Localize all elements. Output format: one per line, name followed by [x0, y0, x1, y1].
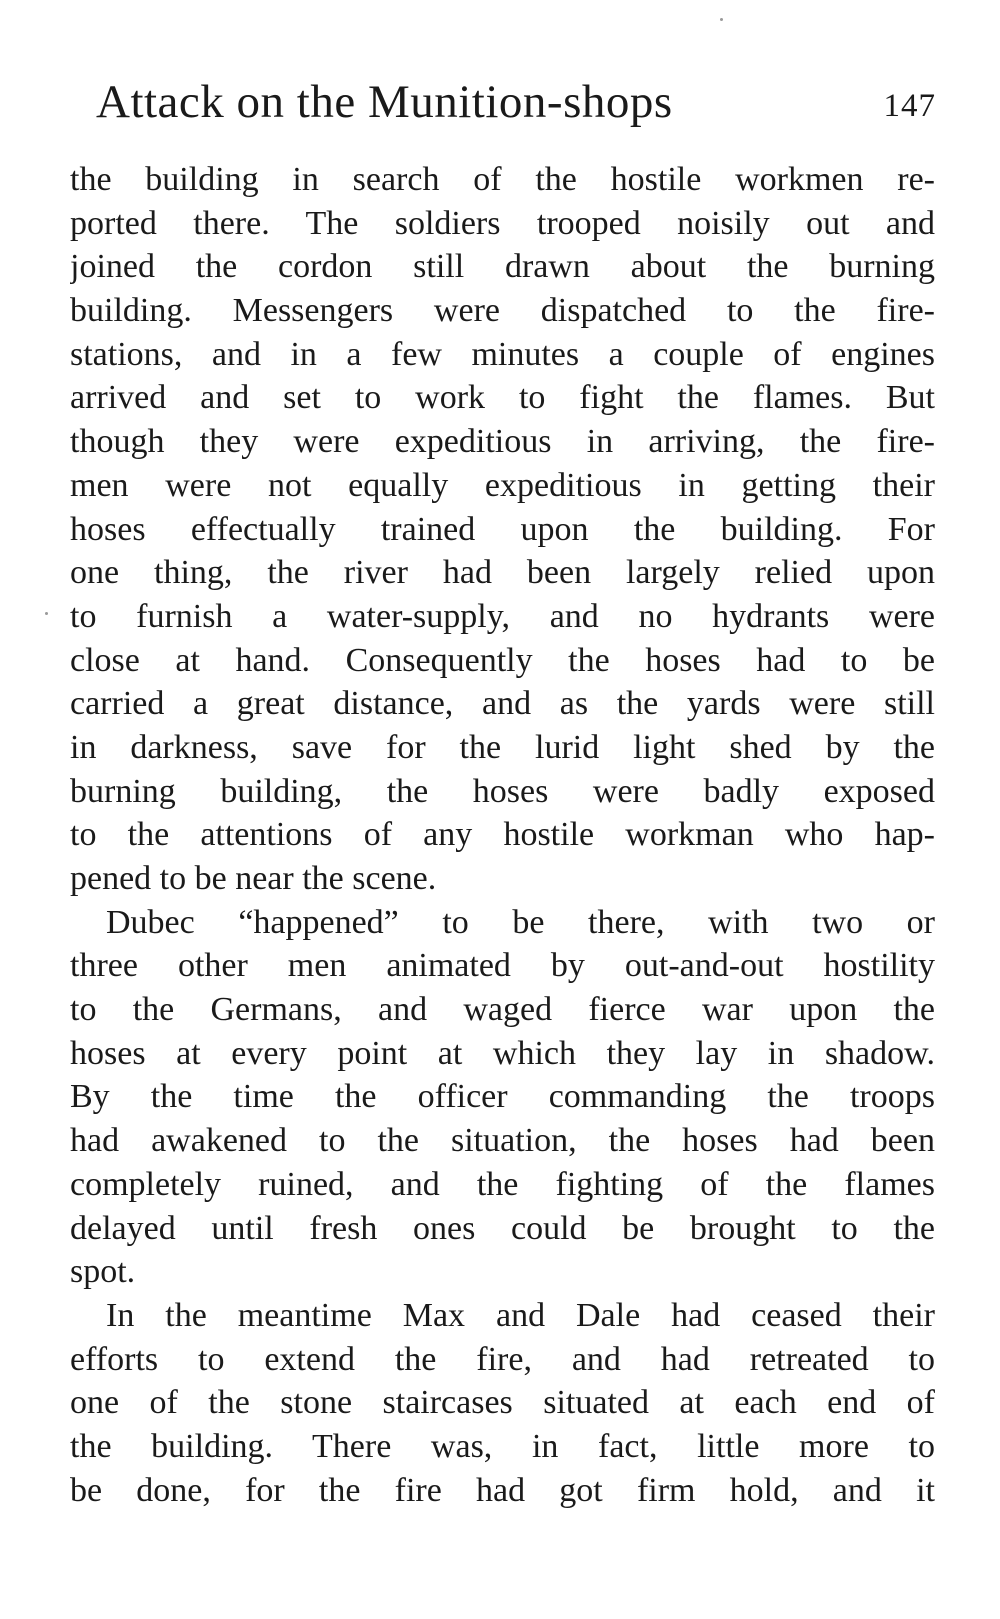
running-title: Attack on the Munition-shops	[96, 76, 673, 128]
text-line: Dubec “happened” to be there, with two or	[106, 903, 935, 941]
text-line: pened to be near the scene.	[70, 860, 437, 897]
text-line: carried a great distance, and as the yards were still	[70, 685, 935, 723]
text-line: burning building, the hoses were badly exposed	[70, 772, 935, 810]
text-line: one of the stone staircases situated at each end of	[70, 1384, 935, 1422]
text-line: the building in search of the hostile workmen re-	[70, 161, 935, 198]
text-line: completely ruined, and the fighting of the flames	[70, 1165, 935, 1203]
scan-speck	[720, 18, 723, 21]
paragraph	[70, 158, 935, 901]
text-line: the building. There was, in fact, little more to	[70, 1427, 935, 1465]
text-line: close at hand. Consequently the hoses had to be	[70, 641, 935, 679]
text-line: hoses at every point at which they lay in shadow.	[70, 1034, 935, 1072]
text-line: efforts to extend the fire, and had retreated to	[70, 1340, 935, 1378]
text-line: to the Germans, and waged fierce war upon the	[70, 991, 935, 1029]
text-line: though they were expeditious in arriving, the fire-	[70, 423, 935, 461]
page-number: 147	[883, 88, 936, 124]
text-line: By the time the officer commanding the troops	[70, 1078, 935, 1116]
text-line: in darkness, save for the lurid light shed by the	[70, 728, 935, 766]
text-line: In the meantime Max and Dale had ceased their	[106, 1296, 935, 1334]
text-line: stations, and in a few minutes a couple of engines	[70, 335, 935, 373]
scan-speck	[45, 612, 48, 615]
text-line: hoses effectually trained upon the building. For	[70, 510, 935, 548]
text-line: one thing, the river had been largely relied upon	[70, 554, 935, 592]
paragraph	[70, 1294, 935, 1512]
text-line: building. Messengers were dispatched to the fire-	[70, 292, 935, 330]
text-line: ported there. The soldiers trooped noisily out and	[70, 204, 935, 242]
paragraph	[70, 901, 935, 1294]
text-line: had awakened to the situation, the hoses had been	[70, 1122, 935, 1160]
text-line: to furnish a water-supply, and no hydrants were	[70, 597, 935, 635]
text-line: spot.	[70, 1253, 136, 1291]
text-line: arrived and set to work to fight the flames. But	[70, 379, 935, 417]
text-line: three other men animated by out-and-out hostility	[70, 947, 935, 985]
text-line: joined the cordon still drawn about the burning	[70, 248, 935, 286]
text-line: be done, for the fire had got firm hold, and it	[70, 1471, 935, 1509]
running-head	[96, 72, 936, 142]
body-text	[70, 158, 935, 1512]
text-line: delayed until fresh ones could be brought to the	[70, 1209, 935, 1247]
text-line: men were not equally expeditious in getting their	[70, 466, 935, 504]
text-line: to the attentions of any hostile workman who hap-	[70, 816, 935, 854]
